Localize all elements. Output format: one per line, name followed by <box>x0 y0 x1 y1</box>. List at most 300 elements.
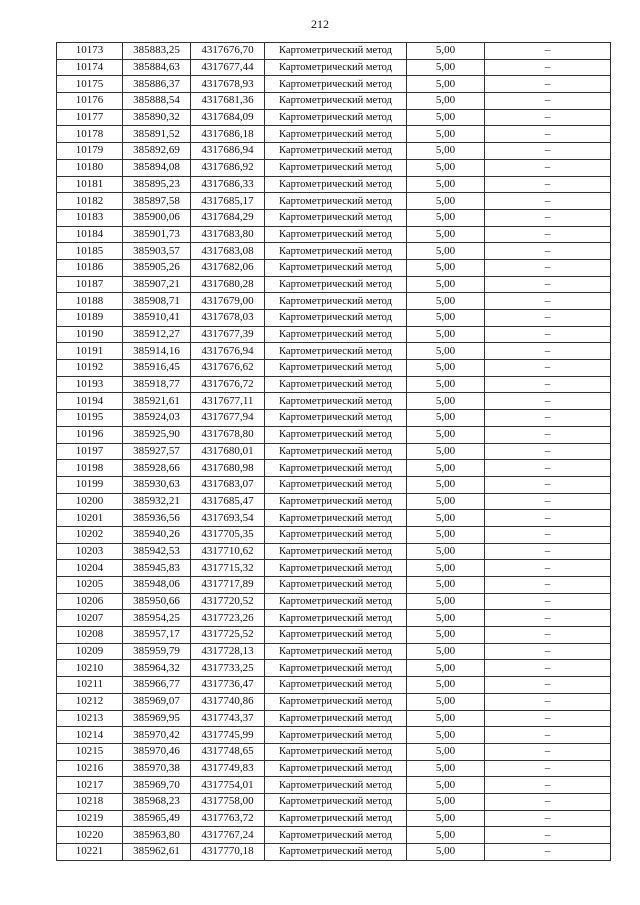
point-number-cell: 10185 <box>57 243 123 260</box>
note-cell: – <box>485 159 611 176</box>
x-coordinate-cell: 385890,32 <box>123 109 191 126</box>
point-number-cell: 10211 <box>57 677 123 694</box>
method-cell: Картометрический метод <box>265 777 407 794</box>
x-coordinate-cell: 385886,37 <box>123 76 191 93</box>
table-row <box>57 159 611 176</box>
method-cell: Картометрический метод <box>265 393 407 410</box>
precision-cell: 5,00 <box>407 610 485 627</box>
point-number-cell: 10209 <box>57 643 123 660</box>
table-row <box>57 209 611 226</box>
coordinates-table-body <box>57 43 611 861</box>
precision-cell: 5,00 <box>407 844 485 861</box>
note-cell: – <box>485 426 611 443</box>
point-number-cell: 10212 <box>57 693 123 710</box>
table-row <box>57 76 611 93</box>
table-row <box>57 410 611 427</box>
table-row <box>57 693 611 710</box>
note-cell: – <box>485 243 611 260</box>
method-cell: Картометрический метод <box>265 209 407 226</box>
method-cell: Картометрический метод <box>265 727 407 744</box>
x-coordinate-cell: 385897,58 <box>123 193 191 210</box>
y-coordinate-cell: 4317678,03 <box>191 310 265 327</box>
precision-cell: 5,00 <box>407 660 485 677</box>
precision-cell: 5,00 <box>407 310 485 327</box>
precision-cell: 5,00 <box>407 526 485 543</box>
note-cell: – <box>485 593 611 610</box>
y-coordinate-cell: 4317717,89 <box>191 577 265 594</box>
x-coordinate-cell: 385921,61 <box>123 393 191 410</box>
method-cell: Картометрический метод <box>265 293 407 310</box>
precision-cell: 5,00 <box>407 827 485 844</box>
table-row <box>57 376 611 393</box>
precision-cell: 5,00 <box>407 677 485 694</box>
table-row <box>57 293 611 310</box>
x-coordinate-cell: 385905,26 <box>123 259 191 276</box>
y-coordinate-cell: 4317770,18 <box>191 844 265 861</box>
precision-cell: 5,00 <box>407 810 485 827</box>
x-coordinate-cell: 385948,06 <box>123 577 191 594</box>
y-coordinate-cell: 4317748,65 <box>191 743 265 760</box>
y-coordinate-cell: 4317676,72 <box>191 376 265 393</box>
method-cell: Картометрический метод <box>265 426 407 443</box>
point-number-cell: 10215 <box>57 743 123 760</box>
precision-cell: 5,00 <box>407 226 485 243</box>
x-coordinate-cell: 385957,17 <box>123 627 191 644</box>
table-row <box>57 810 611 827</box>
method-cell: Картометрический метод <box>265 143 407 160</box>
x-coordinate-cell: 385894,08 <box>123 159 191 176</box>
table-row <box>57 226 611 243</box>
note-cell: – <box>485 660 611 677</box>
precision-cell: 5,00 <box>407 159 485 176</box>
y-coordinate-cell: 4317677,94 <box>191 410 265 427</box>
precision-cell: 5,00 <box>407 360 485 377</box>
table-row <box>57 460 611 477</box>
point-number-cell: 10187 <box>57 276 123 293</box>
note-cell: – <box>485 143 611 160</box>
precision-cell: 5,00 <box>407 76 485 93</box>
note-cell: – <box>485 710 611 727</box>
x-coordinate-cell: 385903,57 <box>123 243 191 260</box>
table-row <box>57 243 611 260</box>
note-cell: – <box>485 310 611 327</box>
y-coordinate-cell: 4317678,80 <box>191 426 265 443</box>
table-row <box>57 193 611 210</box>
precision-cell: 5,00 <box>407 593 485 610</box>
note-cell: – <box>485 526 611 543</box>
table-row <box>57 493 611 510</box>
method-cell: Картометрический метод <box>265 193 407 210</box>
method-cell: Картометрический метод <box>265 59 407 76</box>
y-coordinate-cell: 4317680,01 <box>191 443 265 460</box>
x-coordinate-cell: 385932,21 <box>123 493 191 510</box>
precision-cell: 5,00 <box>407 143 485 160</box>
x-coordinate-cell: 385918,77 <box>123 376 191 393</box>
point-number-cell: 10213 <box>57 710 123 727</box>
note-cell: – <box>485 326 611 343</box>
y-coordinate-cell: 4317686,18 <box>191 126 265 143</box>
x-coordinate-cell: 385901,73 <box>123 226 191 243</box>
note-cell: – <box>485 677 611 694</box>
note-cell: – <box>485 577 611 594</box>
y-coordinate-cell: 4317676,70 <box>191 43 265 60</box>
precision-cell: 5,00 <box>407 176 485 193</box>
x-coordinate-cell: 385969,07 <box>123 693 191 710</box>
y-coordinate-cell: 4317686,92 <box>191 159 265 176</box>
note-cell: – <box>485 810 611 827</box>
point-number-cell: 10186 <box>57 259 123 276</box>
method-cell: Картометрический метод <box>265 259 407 276</box>
x-coordinate-cell: 385912,27 <box>123 326 191 343</box>
precision-cell: 5,00 <box>407 426 485 443</box>
table-row <box>57 326 611 343</box>
note-cell: – <box>485 226 611 243</box>
table-row <box>57 443 611 460</box>
table-row <box>57 59 611 76</box>
y-coordinate-cell: 4317720,52 <box>191 593 265 610</box>
point-number-cell: 10194 <box>57 393 123 410</box>
point-number-cell: 10200 <box>57 493 123 510</box>
note-cell: – <box>485 844 611 861</box>
method-cell: Картометрический метод <box>265 310 407 327</box>
y-coordinate-cell: 4317749,83 <box>191 760 265 777</box>
y-coordinate-cell: 4317680,98 <box>191 460 265 477</box>
y-coordinate-cell: 4317677,39 <box>191 326 265 343</box>
table-row <box>57 677 611 694</box>
method-cell: Картометрический метод <box>265 43 407 60</box>
precision-cell: 5,00 <box>407 259 485 276</box>
point-number-cell: 10210 <box>57 660 123 677</box>
point-number-cell: 10220 <box>57 827 123 844</box>
note-cell: – <box>485 760 611 777</box>
x-coordinate-cell: 385954,25 <box>123 610 191 627</box>
precision-cell: 5,00 <box>407 793 485 810</box>
note-cell: – <box>485 193 611 210</box>
point-number-cell: 10177 <box>57 109 123 126</box>
precision-cell: 5,00 <box>407 560 485 577</box>
precision-cell: 5,00 <box>407 493 485 510</box>
precision-cell: 5,00 <box>407 476 485 493</box>
note-cell: – <box>485 176 611 193</box>
x-coordinate-cell: 385965,49 <box>123 810 191 827</box>
method-cell: Картометрический метод <box>265 560 407 577</box>
point-number-cell: 10197 <box>57 443 123 460</box>
note-cell: – <box>485 109 611 126</box>
method-cell: Картометрический метод <box>265 226 407 243</box>
point-number-cell: 10196 <box>57 426 123 443</box>
note-cell: – <box>485 493 611 510</box>
method-cell: Картометрический метод <box>265 677 407 694</box>
point-number-cell: 10216 <box>57 760 123 777</box>
precision-cell: 5,00 <box>407 410 485 427</box>
note-cell: – <box>485 627 611 644</box>
table-row <box>57 577 611 594</box>
x-coordinate-cell: 385927,57 <box>123 443 191 460</box>
x-coordinate-cell: 385940,26 <box>123 526 191 543</box>
precision-cell: 5,00 <box>407 209 485 226</box>
y-coordinate-cell: 4317683,80 <box>191 226 265 243</box>
point-number-cell: 10174 <box>57 59 123 76</box>
method-cell: Картометрический метод <box>265 109 407 126</box>
y-coordinate-cell: 4317763,72 <box>191 810 265 827</box>
table-row <box>57 710 611 727</box>
point-number-cell: 10203 <box>57 543 123 560</box>
note-cell: – <box>485 743 611 760</box>
x-coordinate-cell: 385892,69 <box>123 143 191 160</box>
point-number-cell: 10191 <box>57 343 123 360</box>
x-coordinate-cell: 385964,32 <box>123 660 191 677</box>
table-row <box>57 93 611 110</box>
x-coordinate-cell: 385891,52 <box>123 126 191 143</box>
point-number-cell: 10221 <box>57 844 123 861</box>
note-cell: – <box>485 259 611 276</box>
x-coordinate-cell: 385908,71 <box>123 293 191 310</box>
table-row <box>57 476 611 493</box>
y-coordinate-cell: 4317684,29 <box>191 209 265 226</box>
precision-cell: 5,00 <box>407 193 485 210</box>
y-coordinate-cell: 4317733,25 <box>191 660 265 677</box>
y-coordinate-cell: 4317745,99 <box>191 727 265 744</box>
table-row <box>57 793 611 810</box>
y-coordinate-cell: 4317715,32 <box>191 560 265 577</box>
x-coordinate-cell: 385962,61 <box>123 844 191 861</box>
x-coordinate-cell: 385907,21 <box>123 276 191 293</box>
method-cell: Картометрический метод <box>265 276 407 293</box>
x-coordinate-cell: 385950,66 <box>123 593 191 610</box>
point-number-cell: 10188 <box>57 293 123 310</box>
y-coordinate-cell: 4317683,08 <box>191 243 265 260</box>
precision-cell: 5,00 <box>407 777 485 794</box>
table-row <box>57 727 611 744</box>
y-coordinate-cell: 4317685,17 <box>191 193 265 210</box>
y-coordinate-cell: 4317743,37 <box>191 710 265 727</box>
table-row <box>57 43 611 60</box>
x-coordinate-cell: 385959,79 <box>123 643 191 660</box>
y-coordinate-cell: 4317693,54 <box>191 510 265 527</box>
y-coordinate-cell: 4317725,52 <box>191 627 265 644</box>
method-cell: Картометрический метод <box>265 93 407 110</box>
method-cell: Картометрический метод <box>265 793 407 810</box>
x-coordinate-cell: 385968,23 <box>123 793 191 810</box>
table-row <box>57 526 611 543</box>
point-number-cell: 10214 <box>57 727 123 744</box>
point-number-cell: 10208 <box>57 627 123 644</box>
method-cell: Картометрический метод <box>265 176 407 193</box>
note-cell: – <box>485 793 611 810</box>
point-number-cell: 10218 <box>57 793 123 810</box>
precision-cell: 5,00 <box>407 510 485 527</box>
note-cell: – <box>485 209 611 226</box>
table-row <box>57 660 611 677</box>
note-cell: – <box>485 460 611 477</box>
note-cell: – <box>485 693 611 710</box>
x-coordinate-cell: 385928,66 <box>123 460 191 477</box>
point-number-cell: 10217 <box>57 777 123 794</box>
method-cell: Картометрический метод <box>265 660 407 677</box>
precision-cell: 5,00 <box>407 543 485 560</box>
precision-cell: 5,00 <box>407 343 485 360</box>
table-row <box>57 343 611 360</box>
note-cell: – <box>485 343 611 360</box>
method-cell: Картометрический метод <box>265 493 407 510</box>
coordinates-table <box>56 42 611 861</box>
y-coordinate-cell: 4317686,33 <box>191 176 265 193</box>
point-number-cell: 10183 <box>57 209 123 226</box>
point-number-cell: 10195 <box>57 410 123 427</box>
precision-cell: 5,00 <box>407 727 485 744</box>
note-cell: – <box>485 543 611 560</box>
x-coordinate-cell: 385969,70 <box>123 777 191 794</box>
y-coordinate-cell: 4317736,47 <box>191 677 265 694</box>
note-cell: – <box>485 643 611 660</box>
note-cell: – <box>485 560 611 577</box>
precision-cell: 5,00 <box>407 710 485 727</box>
method-cell: Картометрический метод <box>265 76 407 93</box>
y-coordinate-cell: 4317678,93 <box>191 76 265 93</box>
y-coordinate-cell: 4317680,28 <box>191 276 265 293</box>
x-coordinate-cell: 385916,45 <box>123 360 191 377</box>
x-coordinate-cell: 385945,83 <box>123 560 191 577</box>
precision-cell: 5,00 <box>407 743 485 760</box>
precision-cell: 5,00 <box>407 43 485 60</box>
precision-cell: 5,00 <box>407 59 485 76</box>
note-cell: – <box>485 476 611 493</box>
point-number-cell: 10173 <box>57 43 123 60</box>
point-number-cell: 10219 <box>57 810 123 827</box>
method-cell: Картометрический метод <box>265 476 407 493</box>
point-number-cell: 10179 <box>57 143 123 160</box>
precision-cell: 5,00 <box>407 376 485 393</box>
method-cell: Картометрический метод <box>265 743 407 760</box>
point-number-cell: 10190 <box>57 326 123 343</box>
x-coordinate-cell: 385924,03 <box>123 410 191 427</box>
point-number-cell: 10176 <box>57 93 123 110</box>
method-cell: Картометрический метод <box>265 810 407 827</box>
y-coordinate-cell: 4317679,00 <box>191 293 265 310</box>
method-cell: Картометрический метод <box>265 760 407 777</box>
precision-cell: 5,00 <box>407 276 485 293</box>
point-number-cell: 10202 <box>57 526 123 543</box>
point-number-cell: 10192 <box>57 360 123 377</box>
x-coordinate-cell: 385942,53 <box>123 543 191 560</box>
precision-cell: 5,00 <box>407 93 485 110</box>
precision-cell: 5,00 <box>407 293 485 310</box>
table-row <box>57 627 611 644</box>
method-cell: Картометрический метод <box>265 443 407 460</box>
point-number-cell: 10198 <box>57 460 123 477</box>
table-row <box>57 126 611 143</box>
note-cell: – <box>485 76 611 93</box>
note-cell: – <box>485 777 611 794</box>
table-row <box>57 360 611 377</box>
y-coordinate-cell: 4317728,13 <box>191 643 265 660</box>
table-row <box>57 760 611 777</box>
table-row <box>57 844 611 861</box>
precision-cell: 5,00 <box>407 460 485 477</box>
method-cell: Картометрический метод <box>265 460 407 477</box>
method-cell: Картометрический метод <box>265 243 407 260</box>
method-cell: Картометрический метод <box>265 577 407 594</box>
method-cell: Картометрический метод <box>265 593 407 610</box>
table-row <box>57 109 611 126</box>
note-cell: – <box>485 293 611 310</box>
point-number-cell: 10204 <box>57 560 123 577</box>
precision-cell: 5,00 <box>407 760 485 777</box>
x-coordinate-cell: 385883,25 <box>123 43 191 60</box>
method-cell: Картометрический метод <box>265 543 407 560</box>
note-cell: – <box>485 443 611 460</box>
point-number-cell: 10181 <box>57 176 123 193</box>
y-coordinate-cell: 4317754,01 <box>191 777 265 794</box>
y-coordinate-cell: 4317676,62 <box>191 360 265 377</box>
note-cell: – <box>485 376 611 393</box>
method-cell: Картометрический метод <box>265 326 407 343</box>
point-number-cell: 10207 <box>57 610 123 627</box>
x-coordinate-cell: 385969,95 <box>123 710 191 727</box>
page-number: 212 <box>311 17 329 31</box>
point-number-cell: 10182 <box>57 193 123 210</box>
table-row <box>57 143 611 160</box>
method-cell: Картометрический метод <box>265 410 407 427</box>
y-coordinate-cell: 4317683,07 <box>191 476 265 493</box>
point-number-cell: 10193 <box>57 376 123 393</box>
table-row <box>57 610 611 627</box>
precision-cell: 5,00 <box>407 126 485 143</box>
x-coordinate-cell: 385925,90 <box>123 426 191 443</box>
note-cell: – <box>485 410 611 427</box>
precision-cell: 5,00 <box>407 393 485 410</box>
table-row <box>57 393 611 410</box>
x-coordinate-cell: 385963,80 <box>123 827 191 844</box>
precision-cell: 5,00 <box>407 693 485 710</box>
y-coordinate-cell: 4317710,62 <box>191 543 265 560</box>
note-cell: – <box>485 610 611 627</box>
y-coordinate-cell: 4317677,44 <box>191 59 265 76</box>
table-row <box>57 543 611 560</box>
method-cell: Картометрический метод <box>265 693 407 710</box>
method-cell: Картометрический метод <box>265 159 407 176</box>
x-coordinate-cell: 385966,77 <box>123 677 191 694</box>
precision-cell: 5,00 <box>407 627 485 644</box>
table-row <box>57 310 611 327</box>
y-coordinate-cell: 4317684,09 <box>191 109 265 126</box>
point-number-cell: 10184 <box>57 226 123 243</box>
point-number-cell: 10178 <box>57 126 123 143</box>
y-coordinate-cell: 4317740,86 <box>191 693 265 710</box>
table-row <box>57 743 611 760</box>
note-cell: – <box>485 510 611 527</box>
method-cell: Картометрический метод <box>265 627 407 644</box>
point-number-cell: 10205 <box>57 577 123 594</box>
table-row <box>57 777 611 794</box>
method-cell: Картометрический метод <box>265 376 407 393</box>
note-cell: – <box>485 276 611 293</box>
y-coordinate-cell: 4317685,47 <box>191 493 265 510</box>
precision-cell: 5,00 <box>407 326 485 343</box>
method-cell: Картометрический метод <box>265 360 407 377</box>
y-coordinate-cell: 4317676,94 <box>191 343 265 360</box>
note-cell: – <box>485 59 611 76</box>
note-cell: – <box>485 727 611 744</box>
precision-cell: 5,00 <box>407 243 485 260</box>
y-coordinate-cell: 4317758,00 <box>191 793 265 810</box>
precision-cell: 5,00 <box>407 643 485 660</box>
x-coordinate-cell: 385970,46 <box>123 743 191 760</box>
x-coordinate-cell: 385930,63 <box>123 476 191 493</box>
precision-cell: 5,00 <box>407 109 485 126</box>
table-row <box>57 560 611 577</box>
point-number-cell: 10206 <box>57 593 123 610</box>
